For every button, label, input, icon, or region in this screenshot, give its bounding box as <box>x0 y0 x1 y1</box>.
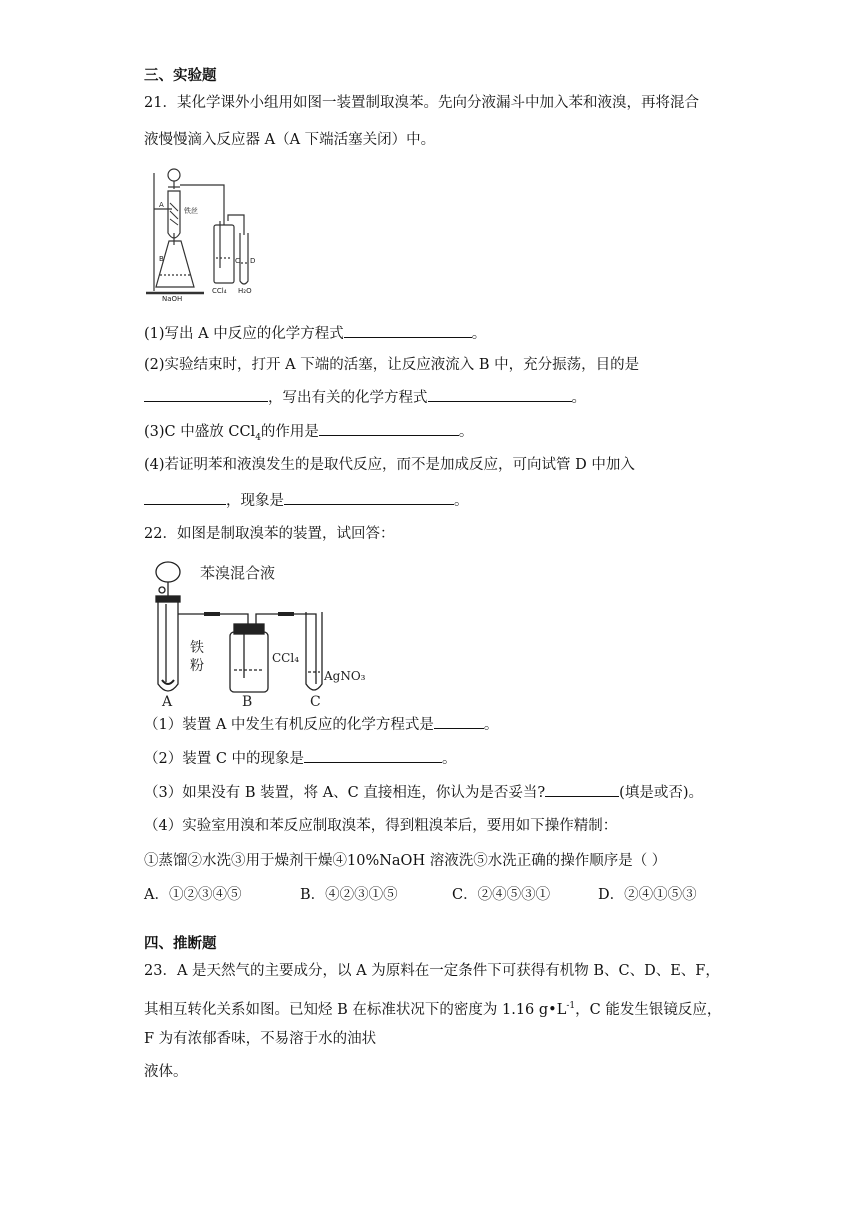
q21-apparatus-figure <box>144 163 269 303</box>
q23-line4: 液体。 <box>144 1064 188 1080</box>
section-heading-experiment: 三、实验题 <box>144 68 217 84</box>
answer-blank[interactable] <box>344 323 472 338</box>
fig22-label-agno3: AgNO₃ <box>324 669 366 683</box>
q21-part4-mid: ，现象是 <box>226 493 284 509</box>
q23-line3: F 为有浓郁香味，不易溶于水的油状 <box>144 1031 377 1047</box>
q22-part2 <box>144 748 457 769</box>
q22-stem: 22．如图是制取溴苯的装置，试回答： <box>144 526 395 542</box>
q21-part1 <box>144 323 486 344</box>
fig22-label-A: A <box>162 694 173 710</box>
q23-line2-end: ，C 能发生银镜反应， <box>575 1001 722 1018</box>
q21-part1-end: 。 <box>471 326 487 342</box>
answer-blank[interactable] <box>284 490 454 505</box>
answer-blank[interactable] <box>144 387 268 402</box>
fig22-label-mix: 苯溴混合液 <box>200 564 276 582</box>
answer-blank[interactable] <box>545 782 619 797</box>
q22-option-d[interactable]: D．②④①⑤③ <box>598 887 697 903</box>
q23-line2 <box>144 996 721 1020</box>
q21-part3-text: (3)C 中盛放 CCl <box>144 424 256 440</box>
q22-part2-text: （2）装置 C 中的现象是 <box>144 751 305 767</box>
q21-part2-line1: (2)实验结束时，打开 A 下端的活塞，让反应液流入 B 中，充分振荡，目的是 <box>144 357 640 373</box>
fig21-label-naoh: NaOH <box>162 295 183 303</box>
q22-part3-end: (填是或否)。 <box>619 785 703 801</box>
fig22-label-B: B <box>242 694 253 710</box>
q22-part3 <box>144 782 703 803</box>
answer-blank[interactable] <box>434 714 484 729</box>
fig21-label-C: C <box>235 257 240 265</box>
q22-option-c[interactable]: C．②④⑤③① <box>452 887 551 903</box>
q21-part4-end: 。 <box>454 493 469 509</box>
fig22-label-ccl4: CCl₄ <box>272 651 300 665</box>
section-heading-inference: 四、推断题 <box>144 936 217 952</box>
fig21-label-D: D <box>250 257 256 265</box>
q22-part3-text: （3）如果没有 B 装置，将 A、C 直接相连，你认为是否妥当? <box>144 785 546 801</box>
q23-line2-sup: -1 <box>566 1001 576 1011</box>
answer-blank[interactable] <box>428 387 572 402</box>
q21-part1-text: (1)写出 A 中反应的化学方程式 <box>144 326 344 342</box>
q21-part3-end: 。 <box>458 424 474 440</box>
q22-option-b[interactable]: B．④②③①⑤ <box>300 887 398 903</box>
fig21-label-h2o: H₂O <box>238 287 252 295</box>
q23-line2-text: 其相互转化关系如图。已知烃 B 在标准状况下的密度为 1.16 g•L <box>144 1001 567 1018</box>
q22-part2-end: 。 <box>442 751 457 767</box>
q21-part3 <box>144 421 473 448</box>
fig21-label-B: B <box>159 255 164 263</box>
q22-part1-end: 。 <box>483 717 499 733</box>
q21-part4-line2 <box>144 490 469 511</box>
fig21-label-ccl4: CCl₄ <box>212 287 227 295</box>
q21-part3-mid: 的作用是 <box>260 424 319 440</box>
q22-part1-text: （1）装置 A 中发生有机反应的化学方程式是 <box>144 717 434 733</box>
fig22-label-C: C <box>310 694 321 710</box>
q22-option-a[interactable]: A．①②③④⑤ <box>144 887 242 903</box>
q21-stem-line2: 液慢慢滴入反应器 A（A 下端活塞关闭）中。 <box>144 132 436 148</box>
answer-blank[interactable] <box>319 421 459 436</box>
q21-part3-sub: 4 <box>255 432 261 443</box>
q23-line1: 23．A 是天然气的主要成分，以 A 为原料在一定条件下可获得有机物 B、C、D、E、F， <box>144 963 720 979</box>
q21-stem-line1: 21．某化学课外小组用如图一装置制取溴苯。先向分液漏斗中加入苯和液溴，再将混合 <box>144 95 699 111</box>
fig22-label-iron2: 粉 <box>190 658 204 674</box>
q22-part5: ①蒸馏②水洗③用于燥剂干燥④10%NaOH 溶液洗⑤水洗正确的操作顺序是（ ） <box>144 853 667 869</box>
fig21-label-tie: 铁丝 <box>184 207 198 215</box>
q21-part2-end: 。 <box>571 390 586 406</box>
fig22-label-iron1: 铁 <box>190 640 204 656</box>
fig21-label-A: A <box>159 201 164 209</box>
q22-part4: （4）实验室用溴和苯反应制取溴苯，得到粗溴苯后，要用如下操作精制： <box>144 818 618 834</box>
q21-part4-line1: (4)若证明苯和液溴发生的是取代反应，而不是加成反应，可向试管 D 中加入 <box>144 457 635 473</box>
answer-blank[interactable] <box>304 748 442 763</box>
q21-part2-line2 <box>144 387 586 408</box>
answer-blank[interactable] <box>144 490 226 505</box>
q22-apparatus-figure <box>148 552 368 710</box>
q21-part2-mid: ，写出有关的化学方程式 <box>268 390 428 406</box>
q22-part1 <box>144 714 498 735</box>
